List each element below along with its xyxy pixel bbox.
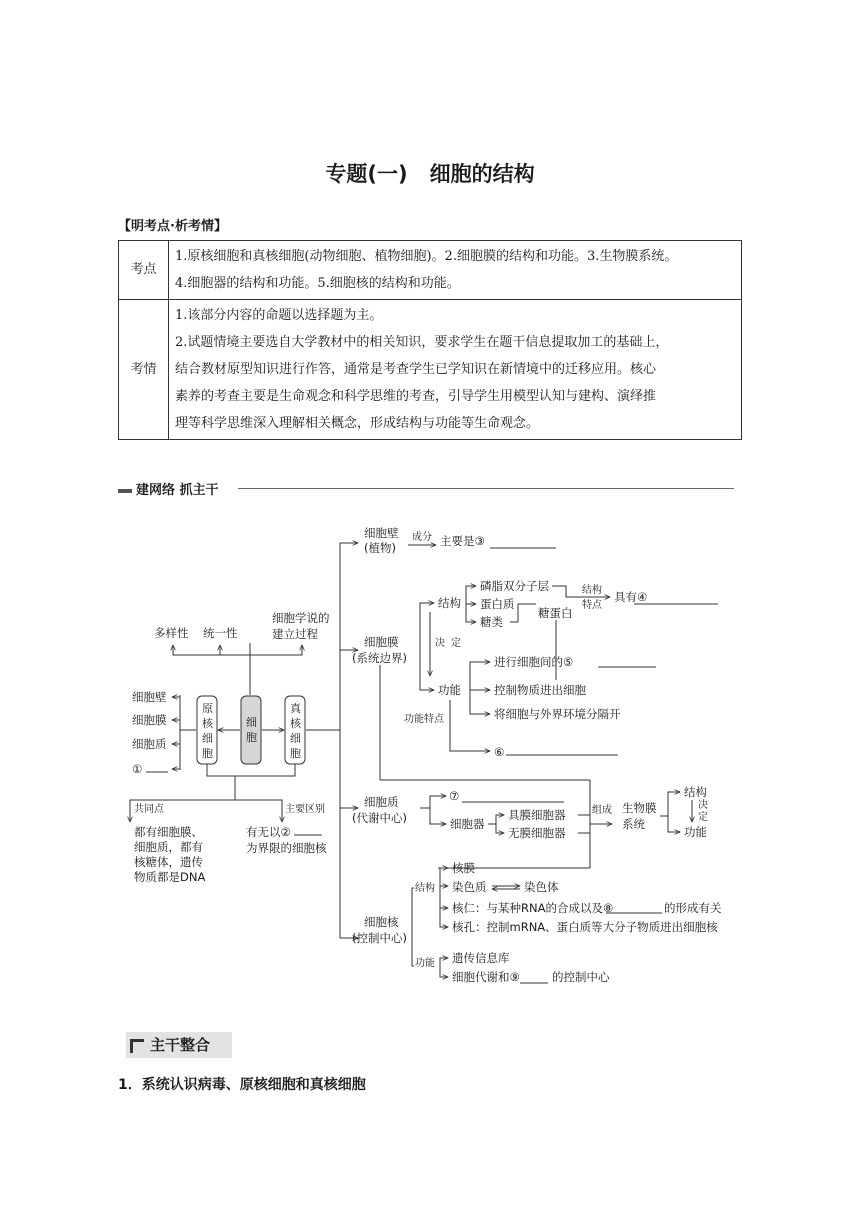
- node-membrane: 细胞膜: [364, 635, 399, 649]
- row-header: 考点: [119, 241, 169, 300]
- nonmembrane-organelle: 无膜细胞器: [508, 826, 566, 840]
- node-membrane: (系统边界): [352, 651, 407, 665]
- organelle: 细胞器: [450, 817, 485, 831]
- label-unity: 统一性: [203, 626, 238, 640]
- diff-text: 为界限的细胞核: [246, 841, 327, 855]
- euk-char: 细: [290, 732, 301, 745]
- common-text: 都有细胞膜、: [134, 825, 203, 839]
- blank-9: 细胞代谢和⑨: [452, 970, 520, 984]
- protein: 蛋白质: [480, 597, 515, 611]
- prok-char: 原: [202, 702, 213, 715]
- node-cytoplasm: (代谢中心): [352, 811, 407, 825]
- blank-4: 具有④: [614, 590, 648, 604]
- right-decide: 决: [698, 800, 708, 811]
- cell-char: 胞: [246, 731, 257, 744]
- right-structure: 结构: [684, 785, 707, 799]
- blank-5: 进行细胞间的⑤: [494, 655, 574, 669]
- phospholipid: 磷脂双分子层: [480, 579, 549, 593]
- blank-1: ①: [132, 762, 143, 776]
- table-line: 结合教材原型知识进行作答，通常是考查学生已学知识在新情境中的迁移应用。核心: [175, 362, 657, 377]
- label-compose: 组成: [592, 805, 612, 816]
- table-line: 4.细胞器的结构和功能。5.细胞核的结构和功能。: [175, 276, 460, 291]
- row-header: 考情: [119, 300, 169, 440]
- blank-8: 核仁：与某种RNA的合成以及⑧: [452, 901, 614, 915]
- glycoprotein: 糖蛋白: [538, 606, 573, 620]
- cell-char: 细: [246, 716, 257, 729]
- node-wall: 细胞壁: [364, 526, 399, 540]
- table-line: 理等科学思维深入理解相关概念，形成结构与功能等生命观念。: [175, 416, 540, 431]
- blank-7: ⑦: [449, 789, 460, 803]
- section-header-main: [126, 1032, 232, 1058]
- section-marker-icon: [130, 1039, 144, 1053]
- common-text: 核糖体，遗传: [134, 855, 203, 869]
- label-function: 功能: [438, 683, 461, 697]
- label-nuc-function: 功能: [415, 958, 435, 969]
- table-line: 1.该部分内容的命题以选择题为主。: [175, 308, 383, 323]
- node-wall: (植物): [364, 541, 396, 555]
- biomembrane-system: 生物膜: [622, 801, 657, 815]
- function-separate: 将细胞与外界环境分隔开: [494, 707, 621, 721]
- sugar: 糖类: [480, 615, 503, 629]
- biomembrane-system: 系统: [622, 817, 645, 831]
- label-theory: 建立过程: [272, 627, 318, 641]
- page-title: 专题(一) 细胞的结构: [325, 162, 535, 186]
- node-cytoplasm: 细胞质: [364, 795, 399, 809]
- genetic-library: 遗传信息库: [452, 951, 510, 965]
- left-wall: 细胞壁: [132, 690, 167, 704]
- left-cytoplasm: 细胞质: [132, 737, 167, 751]
- right-decide: 定: [698, 812, 708, 823]
- table-line: 素养的考查主要是生命观念和科学思维的考查，引导学生用模型认知与建构、演绎推: [175, 389, 657, 404]
- euk-char: 真: [290, 702, 301, 715]
- blank-6: ⑥: [494, 745, 505, 759]
- table-line: 2.试题情境主要选自大学教材中的相关知识，要求学生在题干信息提取加工的基础上，: [175, 335, 669, 350]
- nuclear-membrane: 核膜: [452, 861, 475, 875]
- label-struct-feature: 结构: [582, 585, 602, 596]
- label-func-feature: 功能特点: [404, 714, 444, 725]
- table-line: 1.原核细胞和真核细胞(动物细胞、植物细胞)。2.细胞膜的结构和功能。3.生物膜系统。: [175, 249, 678, 264]
- metab-text: 的控制中心: [552, 970, 610, 984]
- nuclear-pore: 核孔：控制mRNA、蛋白质等大分子物质进出细胞核: [452, 920, 718, 934]
- nucleolus-text: 的形成有关: [664, 901, 722, 915]
- label-diversity: 多样性: [154, 626, 189, 640]
- function-control: 控制物质进出细胞: [494, 683, 586, 697]
- blank-3: 主要是③: [440, 534, 485, 548]
- prok-char: 核: [202, 717, 213, 730]
- label-common: 共同点: [134, 804, 164, 815]
- label-structure: 结构: [438, 596, 461, 610]
- common-text: 细胞质，都有: [134, 840, 203, 854]
- euk-char: 胞: [290, 747, 301, 760]
- label-struct-feature: 特点: [582, 600, 602, 611]
- prok-char: 胞: [202, 747, 213, 760]
- label-decide: 决: [435, 638, 445, 649]
- label-decide: 定: [451, 638, 461, 649]
- label-main-diff: 主要区别: [285, 804, 325, 815]
- exam-tag: 【明考点·析考情】: [118, 219, 227, 234]
- prok-char: 细: [202, 732, 213, 745]
- item-heading: 1．系统认识病毒、原核细胞和真核细胞: [118, 1077, 366, 1093]
- right-function: 功能: [684, 825, 707, 839]
- chromatin: 染色质: [452, 880, 487, 894]
- chromosome: 染色体: [524, 880, 559, 894]
- label-nuc-structure: 结构: [415, 883, 435, 894]
- node-nucleus: 细胞核: [364, 915, 399, 929]
- label-composition: 成分: [412, 532, 432, 543]
- euk-char: 核: [290, 717, 301, 730]
- node-nucleus: (控制中心): [352, 931, 407, 945]
- section-title: 建网络 抓主干: [136, 483, 219, 498]
- left-membrane: 细胞膜: [132, 713, 167, 727]
- label-theory: 细胞学说的: [272, 611, 330, 625]
- diff-text: 有无以②: [246, 825, 291, 839]
- common-text: 物质都是DNA: [134, 870, 206, 884]
- membrane-organelle: 具膜细胞器: [508, 808, 566, 822]
- section-title: 主干整合: [150, 1036, 211, 1054]
